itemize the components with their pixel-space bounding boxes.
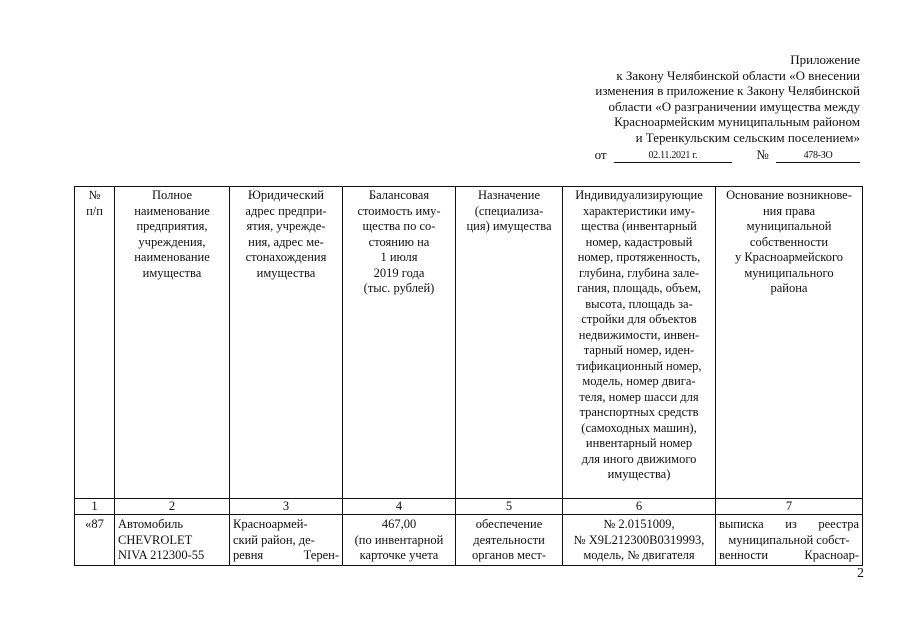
table-row bbox=[75, 515, 863, 566]
header-line: Красноармейским муниципальным районом bbox=[614, 114, 860, 130]
law-date: 02.11.2021 г. bbox=[614, 149, 732, 163]
property-table bbox=[74, 186, 863, 566]
header-line: области «О разграничении имущества между bbox=[608, 98, 860, 114]
column-number: 6 bbox=[563, 499, 716, 515]
column-number-row bbox=[75, 499, 863, 515]
header-ownership-basis: Основание возникнове- ния права муниципальной собственности у Красноармейского муниципального района bbox=[716, 187, 863, 499]
property-characteristics: № 2.0151009, № X9L212300B0319993, модель, № двигателя bbox=[563, 515, 716, 566]
from-label: от bbox=[594, 147, 607, 162]
column-number: 3 bbox=[230, 499, 343, 515]
property-name: Автомобиль CHEVROLET NIVA 212300-55 bbox=[115, 515, 230, 566]
appendix-header bbox=[500, 52, 860, 146]
column-number: 4 bbox=[343, 499, 456, 515]
law-date-number bbox=[560, 147, 860, 163]
table-header-row bbox=[75, 187, 863, 499]
header-number: № п/п bbox=[75, 187, 115, 499]
header-characteristics: Индивидуализирующие характеристики иму- щества (инвентарный номер, кадастровый номер, протяженность, глубина, глубина зале- гания, площадь, объем, высота, площадь за- стройки для объектов недвижимости, инвен- тарный номер, иден- тификационный номер, модель, номер двига- теля, номер шасси для транспортных средств (самоходных машин), инвентарный номер для иного движимого имущества) bbox=[563, 187, 716, 499]
header-line: и Теренкульским сельским поселением» bbox=[635, 129, 860, 145]
law-number: 478-ЗО bbox=[776, 149, 860, 163]
property-book-value: 467,00 (по инвентарной карточке учета bbox=[343, 515, 456, 566]
ownership-basis: выписка из реестра муниципальной собст- венности Красноар- bbox=[716, 515, 863, 566]
header-line: Приложение bbox=[790, 52, 860, 67]
property-purpose: обеспечение деятельности органов мест- bbox=[456, 515, 563, 566]
column-number: 5 bbox=[456, 499, 563, 515]
header-line: к Закону Челябинской области «О внесении bbox=[616, 67, 860, 83]
row-number: «87 bbox=[75, 515, 115, 566]
property-address: Красноармей- ский район, де- ревня Терен- bbox=[230, 515, 343, 566]
column-number: 2 bbox=[115, 499, 230, 515]
header-book-value: Балансовая стоимость иму- щества по со- стоянию на 1 июля 2019 года (тыс. рублей) bbox=[343, 187, 456, 499]
header-full-name: Полное наименование предприятия, учреждения, наименование имущества bbox=[115, 187, 230, 499]
column-number: 1 bbox=[75, 499, 115, 515]
header-line: изменения в приложение к Закону Челябинской bbox=[595, 83, 860, 99]
number-label: № bbox=[756, 147, 769, 162]
header-legal-address: Юридический адрес предпри- ятия, учрежде- ния, адрес ме- стонахождения имущества bbox=[230, 187, 343, 499]
column-number: 7 bbox=[716, 499, 863, 515]
header-purpose: Назначение (специализа- ция) имущества bbox=[456, 187, 563, 499]
page-number: 2 bbox=[857, 566, 864, 581]
